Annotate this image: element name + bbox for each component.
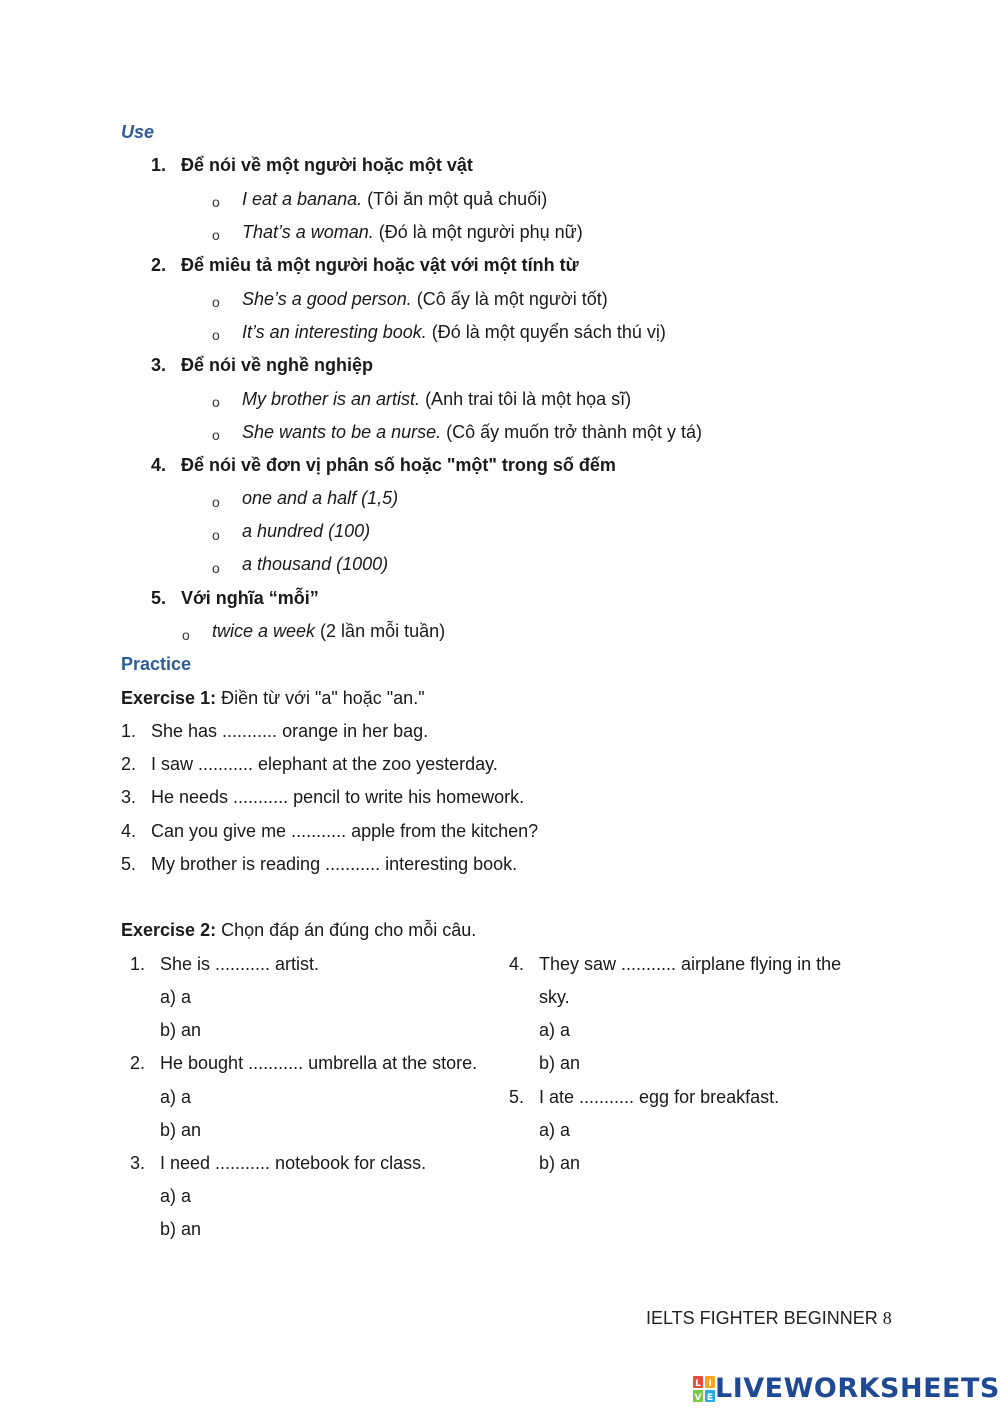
bullet-icon: o [182, 627, 190, 643]
example-line: one and a half (1,5) [242, 488, 399, 508]
answer-option: b) an [160, 1020, 202, 1040]
question-number: 2. [130, 1053, 146, 1073]
question-text: I need ........... notebook for class. [160, 1153, 427, 1173]
bullet-icon: o [212, 494, 220, 510]
liveworksheets-brand[interactable] [693, 1374, 1000, 1404]
bullet-icon: o [212, 394, 220, 410]
answer-option: a) a [160, 987, 192, 1007]
bullet-icon: o [212, 527, 220, 543]
exercise1-instruction: Exercise 1: Điền từ với "a" hoặc "an." [121, 688, 425, 708]
answer-option: a) a [539, 1020, 571, 1040]
answer-option: a) a [539, 1120, 571, 1140]
use-item-title: Với nghĩa “mỗi” [181, 588, 319, 608]
logo-letter: I [708, 1379, 712, 1389]
example-line: a thousand (1000) [242, 554, 389, 574]
question-text: He needs ........... pencil to write his homework. [151, 787, 525, 807]
use-item-number: 1. [151, 155, 167, 175]
example-line: twice a week (2 lần mỗi tuần) [212, 621, 446, 641]
example-line: It’s an interesting book. (Đó là một quyển sách thú vị) [242, 322, 666, 342]
exercise2-instruction: Exercise 2: Chọn đáp án đúng cho mỗi câu. [121, 920, 477, 940]
example-line: My brother is an artist. (Anh trai tôi là một họa sĩ) [242, 389, 632, 409]
question-text: She has ........... orange in her bag. [151, 721, 429, 741]
question-text: Can you give me ........... apple from the kitchen? [151, 821, 539, 841]
use-item-title: Để nói về nghề nghiệp [181, 355, 374, 375]
use-item-title: Để miêu tả một người hoặc vật với một tính từ [181, 255, 579, 275]
use-item-number: 4. [151, 455, 167, 475]
logo-letter: L [695, 1379, 701, 1389]
question-number: 5. [509, 1087, 525, 1107]
brand-name: LIVEWORKSHEETS [715, 1373, 1000, 1404]
question-text-continued: sky. [539, 987, 570, 1007]
answer-option: a) a [160, 1087, 192, 1107]
question-number: 5. [121, 854, 137, 874]
question-text: I saw ........... elephant at the zoo yesterday. [151, 754, 498, 774]
liveworksheets-logo-icon [693, 1376, 715, 1402]
question-number: 4. [121, 821, 137, 841]
question-text: I ate ........... egg for breakfast. [539, 1087, 780, 1107]
question-number: 1. [130, 954, 146, 974]
example-line: She’s a good person. (Cô ấy là một người tốt) [242, 289, 608, 309]
answer-option: b) an [539, 1053, 581, 1073]
use-item-title: Để nói về đơn vị phân số hoặc "một" trong số đếm [181, 455, 616, 475]
answer-option: a) a [160, 1186, 192, 1206]
use-heading: Use [121, 122, 155, 142]
example-line: She wants to be a nurse. (Cô ấy muốn trở thành một y tá) [242, 422, 703, 442]
use-item-number: 2. [151, 255, 167, 275]
bullet-icon: o [212, 194, 220, 210]
example-line: I eat a banana. (Tôi ăn một quả chuối) [242, 189, 548, 209]
bullet-icon: o [212, 227, 220, 243]
page-footer: IELTS FIGHTER BEGINNER 8 [646, 1308, 892, 1328]
use-item-number: 5. [151, 588, 167, 608]
logo-letter: V [694, 1393, 702, 1402]
question-text: He bought ........... umbrella at the store. [160, 1053, 478, 1073]
use-item-number: 3. [151, 355, 167, 375]
question-number: 2. [121, 754, 137, 774]
question-number: 1. [121, 721, 137, 741]
question-number: 4. [509, 954, 525, 974]
example-line: a hundred (100) [242, 521, 371, 541]
answer-option: b) an [539, 1153, 581, 1173]
answer-option: b) an [160, 1120, 202, 1140]
bullet-icon: o [212, 560, 220, 576]
use-item-title: Để nói về một người hoặc một vật [181, 155, 473, 175]
logo-letter: E [706, 1393, 714, 1402]
question-text: She is ........... artist. [160, 954, 320, 974]
bullet-icon: o [212, 327, 220, 343]
question-text: My brother is reading ........... interesting book. [151, 854, 518, 874]
example-line: That’s a woman. (Đó là một người phụ nữ) [242, 222, 583, 242]
bullet-icon: o [212, 294, 220, 310]
practice-heading: Practice [121, 654, 192, 674]
answer-option: b) an [160, 1219, 202, 1239]
question-number: 3. [121, 787, 137, 807]
question-number: 3. [130, 1153, 146, 1173]
question-text: They saw ........... airplane flying in the [539, 954, 842, 974]
bullet-icon: o [212, 427, 220, 443]
